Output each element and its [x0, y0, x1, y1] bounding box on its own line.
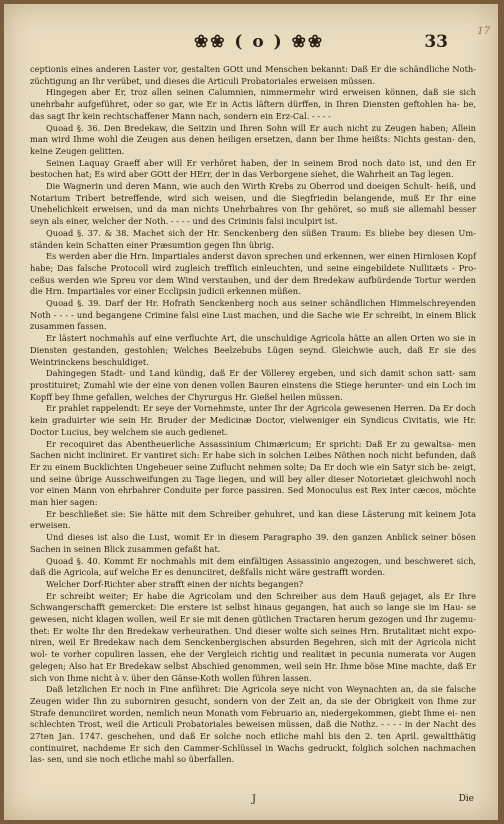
- document-page: [4, 4, 498, 820]
- paragraph: Er prahlet rappelendt: Er seye der Vornehmste, unter Ihr der Agricola gewesenen Herren. Da Er doch kein graduirter wie sein Hr. Bruder der Medicinæ Doctor, vielweniger ein Syndicus Civitatis, wie Hr. Doctor Lucius, bey welchem sie auch gedienet.: [30, 403, 476, 437]
- paragraph: Er recoquiret das Abentheuerliche Assassinium Chimæricum; Er spricht: Daß Er zu gewaltsa- men Sachen nicht incliniret. Er vantiret sich: Er habe sich in solchen Leibes Nöthen noch nicht befunden, daß Er zu einem Bucklichten Ungeheuer seine Zuflucht nehmen solte; Da Er doch wie ein Satyr sich be- zeigt, und seine übrige Ausschweifungen zu Tage liegen, und will bey aller dieser Notorietæt gleichwohl noch vor einen Mann von ehrbahrer Conduite per force passiren. Sed Monoculus est Rex inter cæcos, möchte man hier sagen:: [30, 438, 476, 508]
- header-ornament: ❀❀ ( o ) ❀❀: [194, 32, 325, 52]
- page-header: [4, 32, 498, 56]
- paragraph: Er lästert nochmahls auf eine verfluchte Art, die unschuldige Agricola hätte an allen Orten wo sie in Diensten gestanden, gestohlen; Welches Beelzebubs Lügen seynd. Gleichwie auch, daß Er sie des Weintrinckens beschuldiget.: [30, 333, 476, 367]
- paragraph: ceptionis eines anderen Laster vor, gestalten GOtt und Menschen bekannt: Daß Er die schändliche Noth- züchtigung an Ihr verübet, und dieses die Articuli Probatoriales erweisen müssen.: [30, 64, 476, 86]
- page-footer: [4, 794, 498, 808]
- paragraph: Und dieses ist also die Lust, womit Er in diesem Paragrapho 39. den ganzen Anblick seiner bösen Sachen in seinen Blick zusammen gefaßt hat.: [30, 532, 476, 554]
- paragraph: Quoad §. 40. Kommt Er nochmahls mit dem einfältigen Assassinio angezogen, und beschweret sich, daß die Agricola, auf welche Er es denunciiret, deßfalls nicht wäre gestrafft worden.: [30, 555, 476, 578]
- page-number: 33: [424, 32, 448, 52]
- paragraph: Quoad §. 39. Darf der Hr. Hofrath Senckenberg noch aus seiner schändlichen Himmelschreyenden Noth - - - - und begangene Crimine falsi eine Lust machen, und die Sache wie Er schreibt, in einem Blick zusammen fassen.: [30, 298, 476, 332]
- paragraph: Quoad §. 36. Den Bredekaw, die Seitzin und Ihren Sohn will Er auch nicht zu Zeugen haben; Allein man wird Ihme wohl die Zeugen aus denen heiligen ersetzen, dann ber Ihme heißts: Nichts gestan- den, keine Zeugen gelitten.: [30, 122, 476, 156]
- paragraph: Er schreibt weiter; Er habe die Agricolam und den Schreiber aus dem Hauß gejaget, als Er Ihre Schwangerschafft gemercket: Die erstere ist selbst hinaus gegangen, hat auch so lange sie im Hau- se gewesen, nicht klagen wollen, weil Er sie mit denen gütlichen Tractaren herum gezogen und Ihr zugemu- thet: Er wolte Ihr den Bredekaw verheurathen. Und dieser wolte sich seines Hrn. Brutalitæt nicht expo- niren, weil Er Bredekaw nach dem Senckenbergischen absurden Begehren, sich mit der Agricola nicht wol- te vorher copuliren lassen, ehe der Vergleich richtig und realitæt in pecunia numerata vor Augen gelegen; Also hat Er Bredekaw selbst Abschied genommen, weil sein Hr. Ihme böse Mine machte, daß Er sich von Ihme nicht à v. über den Gänse-Koth wollen führen lassen.: [30, 590, 476, 683]
- document-body: [30, 64, 476, 766]
- paragraph: Quoad §. 37. & 38. Machet sich der Hr. Senckenberg den süßen Traum: Es bliebe bey diesen Um- ständen kein Schatten einer Præsumtion gegen Ihn übrig.: [30, 227, 476, 250]
- catchword: Die: [458, 794, 474, 804]
- paragraph: Daß letzlichen Er noch in Fine anführet: Die Agricola seye nicht von Weynachten an, da sie falsche Zeugen wider Ihn zu suborniren gesucht, sondern von der Zeit an, da sie der Obrigkeit von Ihme zur Strafe denunciiret worden, nemlich neun Monath vom Februario an, niedergekommen, giebt Ihme ei- nen schlechten Trost, weil die Articuli Probatoriales beweisen müssen, daß die Nothz. - - - - in der Nacht des 27ten Jan. 1747. geschehen, und daß Er solche noch etliche mahl bis den 2. ten April. gewaltthätig continuiret, nachdeme Er sich den Cammer-Schlüssel in Wachs gedruckt, folglich solchen nachmachen las- sen, und sie noch etliche mahl so überfallen.: [30, 684, 476, 765]
- handwritten-corner-mark: 17: [477, 26, 490, 37]
- paragraph: Er beschließet sie: Sie hätte mit dem Schreiber gehuhret, und kan diese Lästerung mit keinem Jota erweisen.: [30, 508, 476, 531]
- paragraph: Hingegen aber Er, troz allen seinen Calumnien, nimmermehr wird erweisen können, daß sie sich unehrbahr aufgeführet, oder so gar, wie Er in Actis läftern dürffen, in Ihren Diensten geftohlen ha- be, das sagt Ihr kein rechtschaffener Mann nach, sondern ein Erz-Cal. - - - -: [30, 87, 476, 121]
- paragraph: Dahingegen Stadt- und Land kündig, daß Er der Völlerey ergeben, und sich damit schon satt- sam prostituiret; Zumahl wie der eine von denen vollen Bauren einstens die Stiege herunter- und ein Loch im Kopff bey Ihme gefallen, welches der Chyrurgus Hr. Gießel heilen müssen.: [30, 368, 476, 402]
- paragraph: Die Wagnerin und deren Mann, wie auch den Wirth Krebs zu Oberrod und doeigen Schult- heiß, und Notarium Tribert betreffende, wird sich weisen, und die Siegfriedin belangende, muß Er Ihr eine Unehelichkeit erweisen, und da man nichts Unehrbahres von Ihr gehöret, so muß sie allemahl besser seyn als einer, welcher der Noth. - - - - und des Criminis falsi inculpirt ist.: [30, 181, 476, 227]
- signature-mark: J: [252, 794, 257, 805]
- paragraph: Es werden aber die Hrn. Impartiales anderst davon sprechen und erkennen, wer einen Hirnlosen Kopf habe; Das falsche Protocoll wird zugleich trefflich einleuchten, und seine eingebildete Nullitæts - Pro- ceßus werden wie Spreu vor dem Wind verstauben, und der dem Bredekaw aufbürdende Tortur werden die Hrn. Impartiales vor einer Ecclipsin judicii erkennen müßen.: [30, 251, 476, 297]
- paragraph: Seinen Laquay Graeff aber will Er verhöret haben, der in seinem Brod noch dato ist, und den Er bestochen hat; Es wird aber GOtt der HErr, der in das Verborgene siehet, die Wahrheit an Tag legen.: [30, 157, 476, 180]
- paragraph: Welcher Dorf-Richter aber strafft einen der nichts begangen?: [46, 578, 304, 589]
